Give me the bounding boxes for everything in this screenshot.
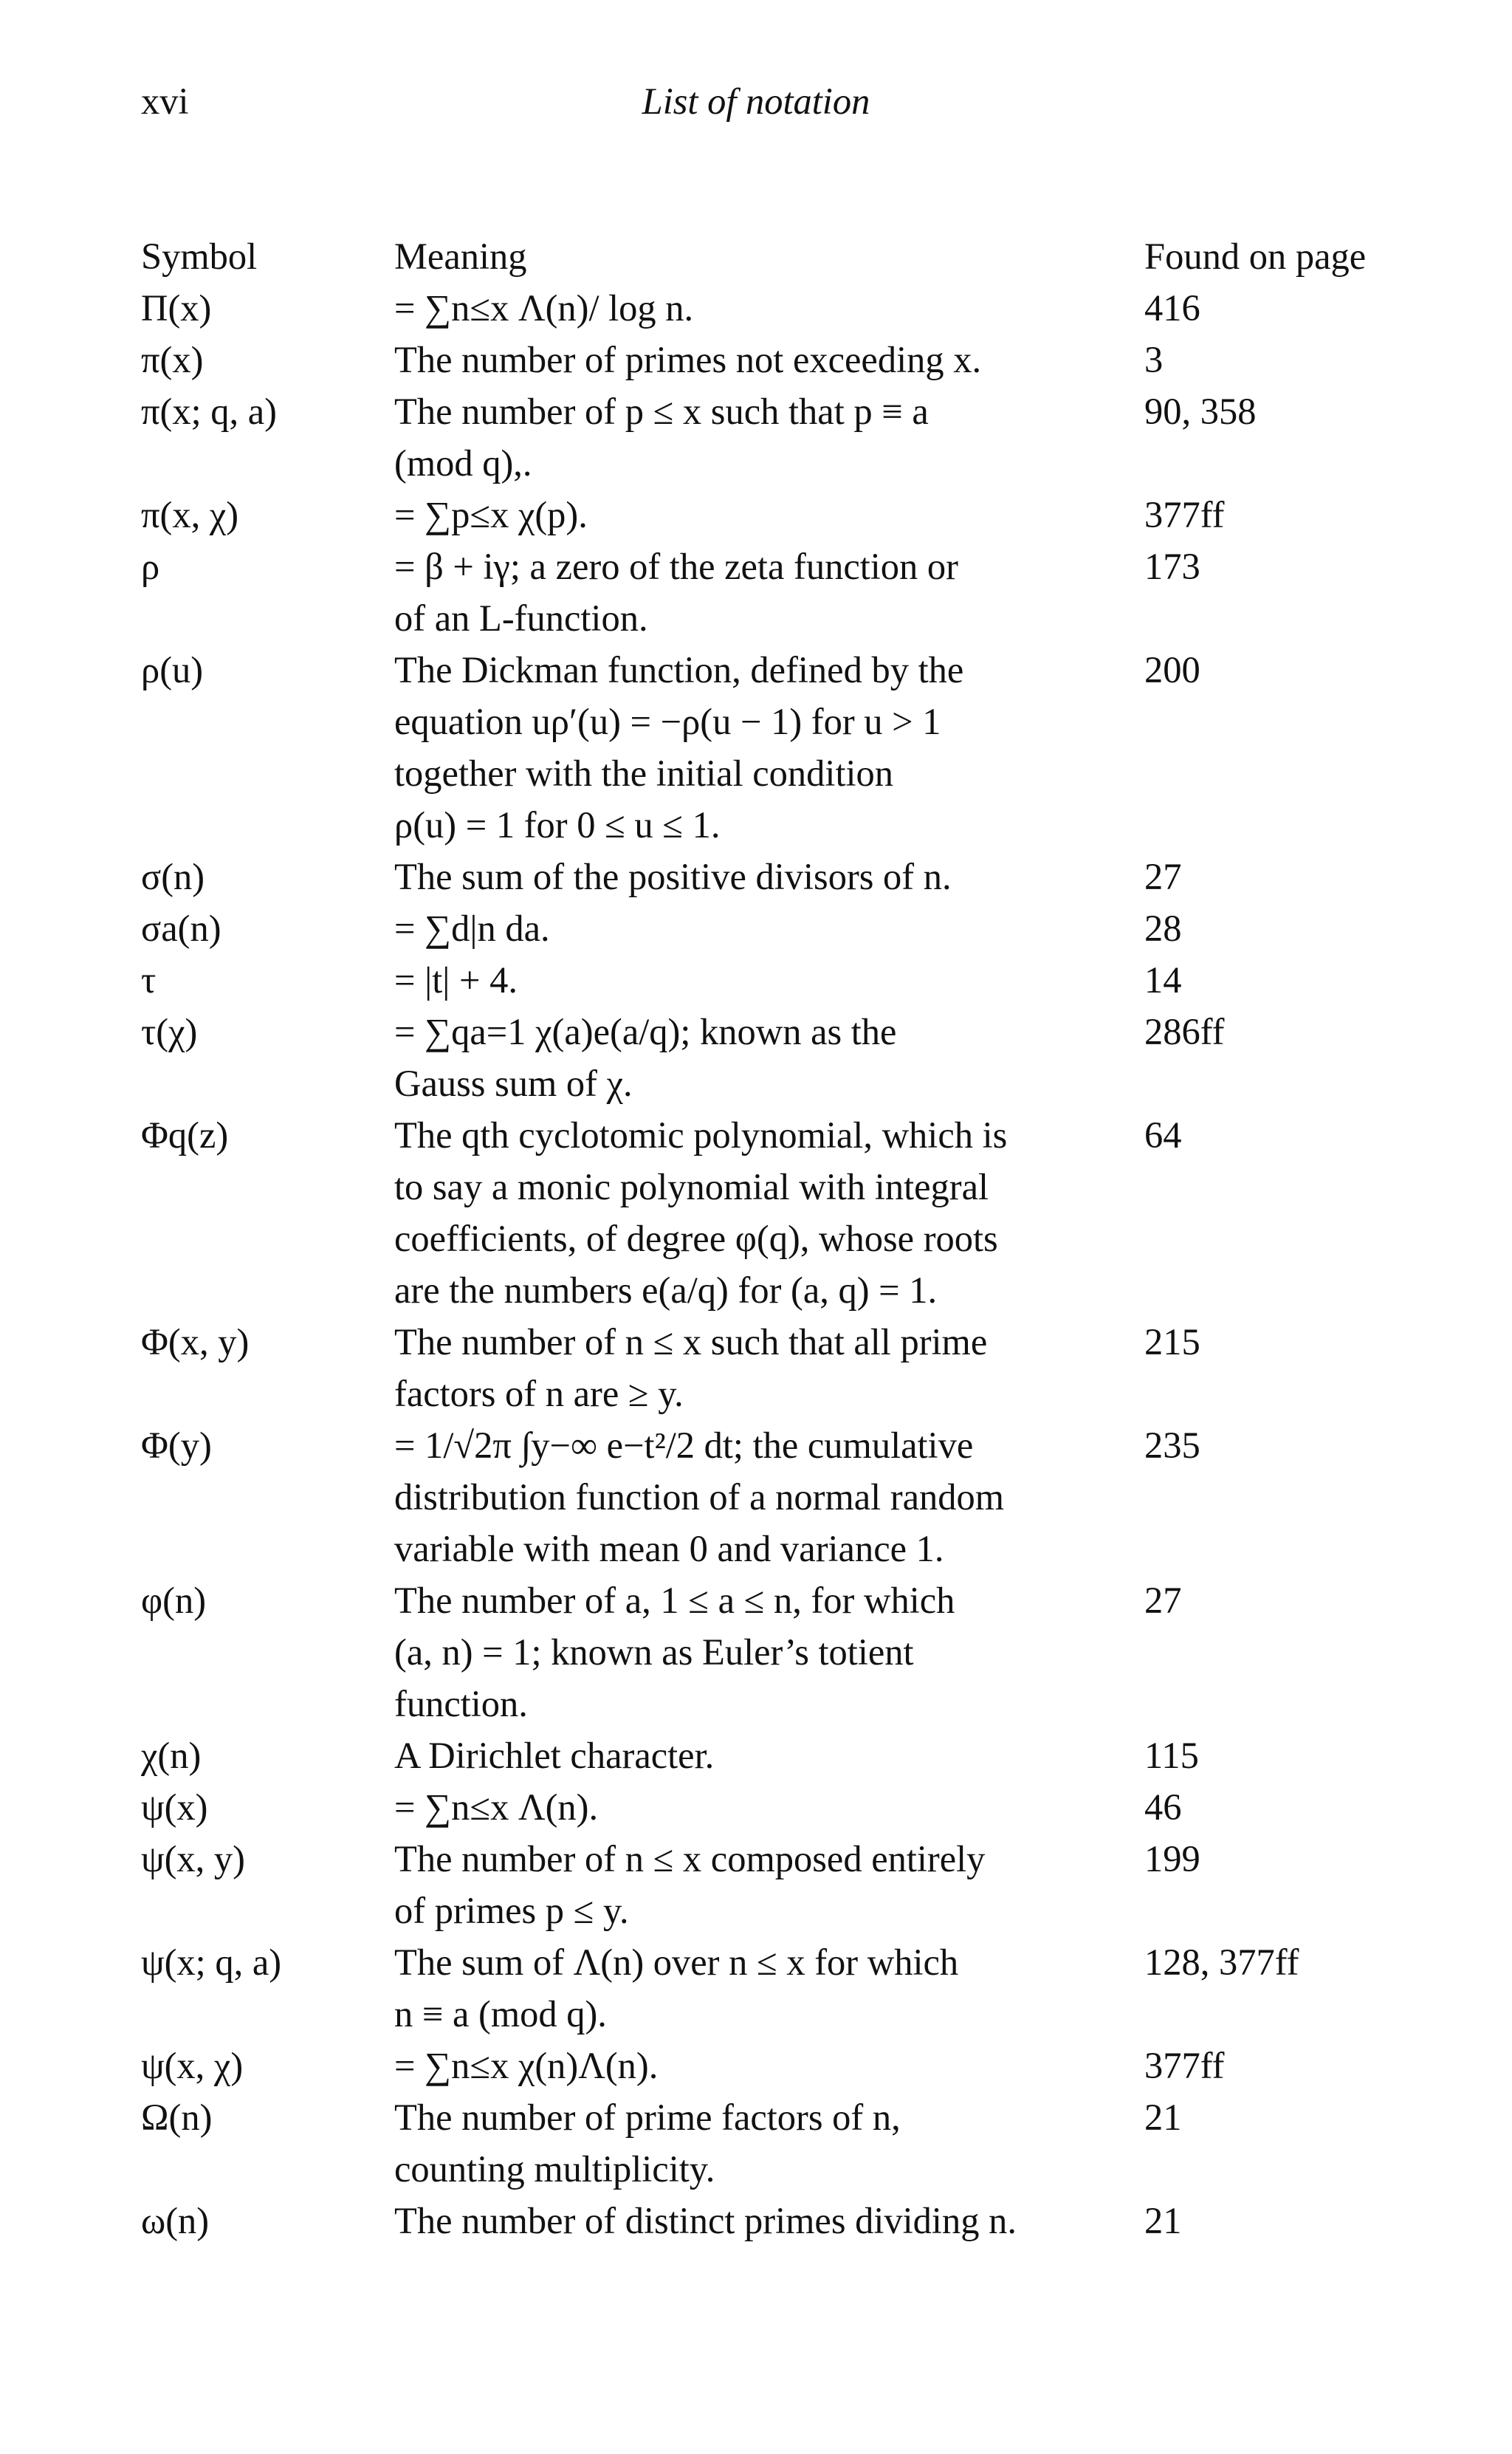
- page-reference-cell: 416: [1144, 287, 1200, 329]
- table-row: [141, 2091, 1396, 2195]
- meaning-line: The qth cyclotomic polynomial, which is: [394, 1114, 1008, 1156]
- meaning-line: equation uρ′(u) = −ρ(u − 1) for u > 1: [394, 701, 941, 742]
- table-header-row: [141, 230, 1396, 282]
- meaning-cell: [394, 2195, 1144, 2246]
- notation-table: [141, 230, 1396, 2246]
- page-reference-cell: 14: [1144, 959, 1182, 1001]
- meaning-line: counting multiplicity.: [394, 2148, 715, 2190]
- symbol-cell: σ(n): [141, 856, 205, 897]
- meaning-cell: [394, 489, 1144, 541]
- meaning-line: The sum of Λ(n) over n ≤ x for which: [394, 1941, 959, 1983]
- meaning-line: ρ(u) = 1 for 0 ≤ u ≤ 1.: [394, 804, 721, 846]
- table-row: [141, 1730, 1396, 1781]
- meaning-line: factors of n are ≥ y.: [394, 1373, 684, 1414]
- meaning-line: = ∑d|n da.: [394, 908, 550, 949]
- page-reference-cell: 377ff: [1144, 494, 1225, 535]
- meaning-cell: [394, 1781, 1144, 1833]
- table-row: [141, 334, 1396, 385]
- symbol-cell: σa(n): [141, 908, 221, 949]
- meaning-line: to say a monic polynomial with integral: [394, 1166, 989, 1207]
- meaning-line: The Dickman function, defined by the: [394, 649, 964, 690]
- column-header-symbol: Symbol: [141, 236, 258, 277]
- page-reference-cell: 21: [1144, 2097, 1182, 2138]
- table-row: [141, 1781, 1396, 1833]
- meaning-line: = ∑p≤x χ(p).: [394, 494, 588, 535]
- meaning-line: = ∑n≤x Λ(n).: [394, 1786, 599, 1828]
- symbol-cell: Φ(y): [141, 1425, 212, 1466]
- meaning-cell: [394, 2091, 1144, 2195]
- meaning-line: = ∑n≤x Λ(n)/ log n.: [394, 287, 694, 329]
- column-header-meaning: Meaning: [394, 236, 527, 277]
- page-reference-cell: 115: [1144, 1735, 1199, 1776]
- table-row: [141, 1419, 1396, 1574]
- meaning-line: (mod q),.: [394, 442, 532, 484]
- meaning-line: together with the initial condition: [394, 753, 894, 794]
- meaning-line: The number of p ≤ x such that p ≡ a: [394, 391, 929, 432]
- page-reference-cell: 235: [1144, 1425, 1200, 1466]
- meaning-line: = β + iγ; a zero of the zeta function or: [394, 546, 958, 587]
- meaning-cell: [394, 282, 1144, 334]
- table-row: [141, 282, 1396, 334]
- meaning-cell: [394, 1316, 1144, 1419]
- page-reference-cell: 173: [1144, 546, 1200, 587]
- page-reference-cell: 28: [1144, 908, 1182, 949]
- meaning-cell: [394, 2040, 1144, 2091]
- page-reference-cell: 377ff: [1144, 2045, 1225, 2086]
- meaning-line: variable with mean 0 and variance 1.: [394, 1528, 944, 1569]
- symbol-cell: Φq(z): [141, 1114, 229, 1156]
- meaning-line: of an L-function.: [394, 597, 648, 639]
- meaning-line: The number of a, 1 ≤ a ≤ n, for which: [394, 1580, 955, 1621]
- page-reference-cell: 199: [1144, 1838, 1200, 1879]
- page-reference-cell: 27: [1144, 1580, 1182, 1621]
- symbol-cell: π(x): [141, 339, 204, 380]
- table-row: [141, 2195, 1396, 2246]
- symbol-cell: Φ(x, y): [141, 1321, 250, 1363]
- page-reference-cell: 215: [1144, 1321, 1200, 1363]
- meaning-cell: [394, 1109, 1144, 1316]
- meaning-cell: [394, 1419, 1144, 1574]
- table-row: [141, 1006, 1396, 1109]
- meaning-line: The sum of the positive divisors of n.: [394, 856, 952, 897]
- meaning-line: are the numbers e(a/q) for (a, q) = 1.: [394, 1269, 938, 1311]
- meaning-line: coefficients, of degree φ(q), whose roots: [394, 1218, 998, 1259]
- meaning-cell: [394, 1833, 1144, 1936]
- symbol-cell: ρ(u): [141, 649, 204, 690]
- table-row: [141, 1936, 1396, 2040]
- table-row: [141, 1316, 1396, 1419]
- meaning-line: distribution function of a normal random: [394, 1476, 1005, 1518]
- meaning-cell: [394, 851, 1144, 902]
- page-reference-cell: 21: [1144, 2200, 1182, 2241]
- table-row: [141, 385, 1396, 489]
- symbol-cell: Π(x): [141, 287, 212, 329]
- table-row: [141, 644, 1396, 851]
- symbol-cell: τ: [141, 959, 157, 1001]
- column-header-page: Found on page: [1144, 236, 1367, 277]
- symbol-cell: τ(χ): [141, 1011, 198, 1052]
- meaning-line: The number of n ≤ x composed entirely: [394, 1838, 986, 1879]
- symbol-cell: ω(n): [141, 2200, 210, 2241]
- page-reference-cell: 286ff: [1144, 1011, 1225, 1052]
- running-head: [0, 80, 1512, 131]
- meaning-line: n ≡ a (mod q).: [394, 1993, 607, 2035]
- symbol-cell: χ(n): [141, 1735, 202, 1776]
- meaning-cell: [394, 1006, 1144, 1109]
- table-row: [141, 1574, 1396, 1730]
- symbol-cell: ψ(x, y): [141, 1838, 245, 1879]
- table-row: [141, 489, 1396, 541]
- page-reference-cell: 128, 377ff: [1144, 1941, 1299, 1983]
- meaning-cell: [394, 902, 1144, 954]
- meaning-line: = 1/√2π ∫y−∞ e−t²/2 dt; the cumulative: [394, 1425, 974, 1466]
- page-number: xvi: [141, 80, 189, 122]
- meaning-cell: [394, 954, 1144, 1006]
- table-row: [141, 541, 1396, 644]
- page-reference-cell: 3: [1144, 339, 1164, 380]
- meaning-line: The number of distinct primes dividing n.: [394, 2200, 1017, 2241]
- table-row: [141, 851, 1396, 902]
- meaning-cell: [394, 1574, 1144, 1730]
- meaning-line: = ∑n≤x χ(n)Λ(n).: [394, 2045, 659, 2086]
- running-title: List of notation: [642, 80, 870, 122]
- symbol-cell: π(x, χ): [141, 494, 239, 535]
- meaning-line: The number of primes not exceeding x.: [394, 339, 982, 380]
- meaning-line: = |t| + 4.: [394, 959, 518, 1001]
- table-row: [141, 1109, 1396, 1316]
- symbol-cell: ψ(x): [141, 1786, 208, 1828]
- meaning-cell: [394, 385, 1144, 489]
- meaning-line: The number of n ≤ x such that all prime: [394, 1321, 988, 1363]
- symbol-cell: φ(n): [141, 1580, 207, 1621]
- meaning-line: function.: [394, 1683, 528, 1724]
- meaning-cell: [394, 1730, 1144, 1781]
- symbol-cell: ψ(x, χ): [141, 2045, 244, 2086]
- symbol-cell: ρ: [141, 546, 160, 587]
- table-row: [141, 954, 1396, 1006]
- page-reference-cell: 90, 358: [1144, 391, 1257, 432]
- meaning-line: = ∑qa=1 χ(a)e(a/q); known as the: [394, 1011, 897, 1052]
- table-row: [141, 1833, 1396, 1936]
- table-row: [141, 2040, 1396, 2091]
- meaning-cell: [394, 644, 1144, 851]
- page-reference-cell: 64: [1144, 1114, 1182, 1156]
- meaning-cell: [394, 334, 1144, 385]
- meaning-cell: [394, 1936, 1144, 2040]
- meaning-line: (a, n) = 1; known as Euler’s totient: [394, 1631, 914, 1673]
- symbol-cell: ψ(x; q, a): [141, 1941, 282, 1983]
- page-reference-cell: 27: [1144, 856, 1182, 897]
- meaning-line: of primes p ≤ y.: [394, 1890, 629, 1931]
- page-reference-cell: 200: [1144, 649, 1200, 690]
- page-reference-cell: 46: [1144, 1786, 1182, 1828]
- symbol-cell: π(x; q, a): [141, 391, 277, 432]
- meaning-line: A Dirichlet character.: [394, 1735, 715, 1776]
- meaning-cell: [394, 541, 1144, 644]
- symbol-cell: Ω(n): [141, 2097, 213, 2138]
- meaning-line: Gauss sum of χ.: [394, 1063, 633, 1104]
- table-row: [141, 902, 1396, 954]
- meaning-line: The number of prime factors of n,: [394, 2097, 901, 2138]
